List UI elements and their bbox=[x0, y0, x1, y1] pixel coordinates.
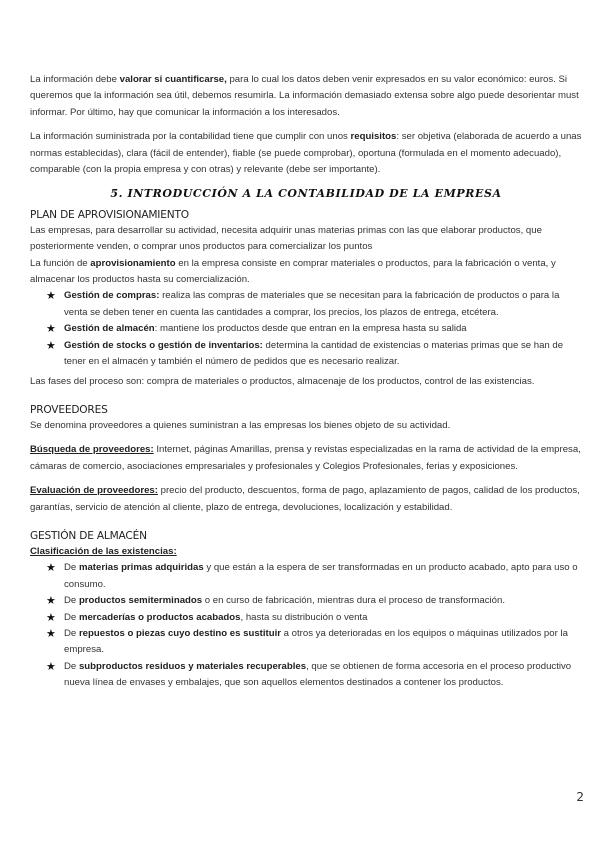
star-bullet-icon: ★ bbox=[46, 339, 56, 352]
list-item bbox=[30, 321, 582, 337]
text: De bbox=[64, 627, 79, 639]
paragraph-info-value bbox=[30, 72, 582, 121]
bold-text: Gestión de compras: bbox=[64, 290, 160, 302]
text: De bbox=[64, 562, 79, 574]
paragraph-aprov-2 bbox=[30, 256, 582, 289]
bold-text: materias primas adquiridas bbox=[78, 562, 204, 574]
text: De bbox=[64, 595, 79, 607]
spacer bbox=[30, 516, 582, 528]
star-bullet-icon: ★ bbox=[46, 611, 56, 624]
text: realiza las compras de materiales que se necesitan para la fabricación de productos o para la venta se deben tener en cuenta las cantidades a comprar, los precios, los plazos de entrega, etcétera. bbox=[64, 290, 560, 318]
bold-text: valorar si cuantificarse, bbox=[119, 74, 227, 85]
list-item bbox=[30, 560, 582, 593]
text: De bbox=[64, 660, 79, 672]
bold-text: requisitos bbox=[350, 131, 397, 143]
text: y que están a la espera de ser transformadas en un producto acabado, apto para uso o consumo. bbox=[64, 562, 578, 590]
bold-text: productos semiterminados bbox=[78, 595, 203, 607]
text: determina la cantidad de existencias o materias primas que se han de tener en el almacén y también el número de pedidos que es necesario realizar. bbox=[64, 339, 564, 368]
page-number: 2 bbox=[576, 790, 584, 804]
list-item bbox=[30, 626, 582, 659]
text: o en curso de fabricación, mientras dura el proceso de transformación. bbox=[202, 595, 505, 607]
text: La información debe bbox=[30, 74, 120, 85]
existencias-list bbox=[30, 560, 582, 691]
list-item bbox=[30, 288, 582, 321]
underlined-label: Búsqueda de proveedores: bbox=[30, 444, 154, 456]
list-item bbox=[30, 610, 582, 626]
paragraph-aprov-1: Las empresas, para desarrollar su actividad, necesita adquirir unas materias primas con las que elaborar productos, que posteriormente venden, o comprar unos productos para comercializar los puntos bbox=[30, 224, 542, 253]
star-bullet-icon: ★ bbox=[46, 290, 56, 303]
paragraph-busqueda bbox=[30, 442, 582, 475]
text: Internet, páginas Amarillas, prensa y revistas especializadas en la rama de actividad de la empresa, cámaras de comercio, asociaciones empresariales y profesionales y Colegios Profesionales, ferias y exposiciones. bbox=[30, 444, 581, 472]
aprov-list bbox=[30, 288, 582, 370]
text: , que se obtienen de forma accesoria en el proceso productivo nueva línea de envases y embalajes, que son aquellos elementos destinados a contener los productos. bbox=[64, 660, 572, 689]
bold-text: Gestión de stocks o gestión de inventarios: bbox=[64, 339, 263, 351]
heading-proveedores: PROVEEDORES bbox=[30, 403, 108, 416]
text: para lo cual los datos deben venir expresados en su valor económico: euros. Si queremos que la información sea útil, debemos resumirla. La información demasiado extensa sobre algo puede desorientar must informar. Por último, hay que comunicar la información a los interesados. bbox=[30, 74, 579, 118]
bold-text: subproductos residuos y materiales recuperables bbox=[78, 660, 307, 672]
star-bullet-icon: ★ bbox=[46, 323, 56, 336]
list-item bbox=[30, 659, 582, 692]
text: a otros ya deterioradas en los equipos o máquinas utilizados por la empresa. bbox=[64, 627, 568, 656]
text: De bbox=[64, 611, 79, 623]
text: La función de bbox=[30, 257, 91, 269]
star-bullet-icon: ★ bbox=[46, 595, 56, 608]
heading-almacen: GESTIÓN DE ALMACÉN bbox=[30, 529, 147, 542]
paragraph-evaluacion bbox=[30, 483, 582, 516]
list-item bbox=[30, 338, 582, 371]
text: en la empresa consiste en comprar materiales o productos, para la fabricación o venta, y almacenar los productos hasta su comercialización. bbox=[30, 257, 556, 286]
spacer bbox=[30, 390, 582, 402]
bold-text: mercaderías o productos acabados bbox=[78, 611, 241, 623]
section-title: 5. INTRODUCCIÓN A LA CONTABILIDAD DE LA EMPRESA bbox=[110, 187, 502, 201]
text: La información suministrada por la contabilidad tiene que cumplir con unos bbox=[30, 131, 351, 143]
paragraph-requisitos bbox=[30, 129, 582, 178]
underlined-label: Clasificación de las existencias: bbox=[30, 545, 177, 557]
document-page bbox=[30, 72, 582, 692]
text: : ser objetiva (elaborada de acuerdo a unas normas establecidas), clara (fácil de entender), fiable (se puede comprobar), oportuna (formulada en el momento adecuado), comparable (con la propia empresa y con otras) y relevante (debe ser importante). bbox=[30, 131, 582, 176]
star-bullet-icon: ★ bbox=[46, 627, 56, 640]
star-bullet-icon: ★ bbox=[46, 660, 56, 673]
underlined-label: Evaluación de proveedores: bbox=[30, 485, 158, 497]
heading-aprovisionamiento: PLAN DE APROVISIONAMIENTO bbox=[30, 208, 189, 221]
text: precio del producto, descuentos, forma de pago, aplazamiento de pagos, calidad de los productos, garantías, servicio de atención al cliente, plazo de entrega, devoluciones, localización y estabilidad. bbox=[30, 485, 580, 513]
star-bullet-icon: ★ bbox=[46, 562, 56, 575]
text: , hasta su distribución o venta bbox=[240, 611, 368, 623]
bold-text: repuestos o piezas cuyo destino es sustituir bbox=[78, 627, 281, 639]
paragraph-aprov-3: Las fases del proceso son: compra de materiales o productos, almacenaje de los productos, control de las existencias. bbox=[30, 375, 535, 387]
list-item bbox=[30, 593, 582, 609]
text: : mantiene los productos desde que entran en la empresa hasta su salida bbox=[154, 323, 467, 335]
paragraph-prov-1: Se denomina proveedores a quienes suministran a las empresas los bienes objeto de su actividad. bbox=[30, 419, 451, 431]
bold-text: Gestión de almacén bbox=[64, 323, 155, 335]
bold-text: aprovisionamiento bbox=[90, 257, 176, 269]
subheading-clasificacion bbox=[30, 544, 582, 560]
